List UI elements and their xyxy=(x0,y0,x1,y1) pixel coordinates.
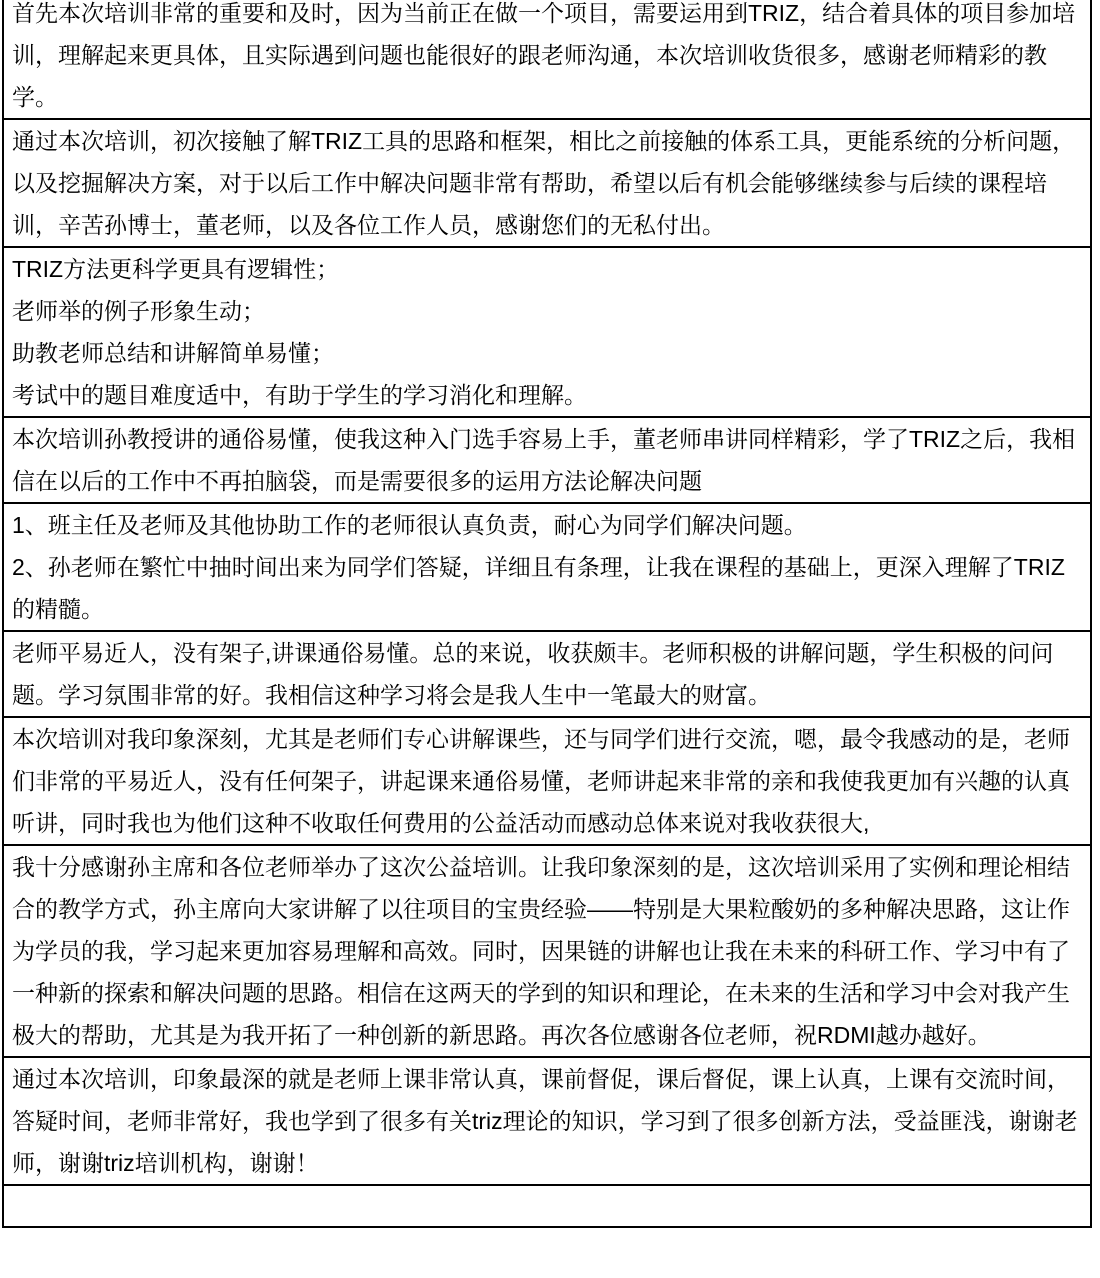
feedback-paragraph: 通过本次培训，初次接触了解TRIZ工具的思路和框架，相比之前接触的体系工具，更能系统的分析问题，以及挖掘解决方案，对于以后工作中解决问题非常有帮助，希望以后有机会能够继续参与后续的课程培训，辛苦孙博士，董老师，以及各位工作人员，感谢您们的无私付出。 xyxy=(12,128,1076,238)
feedback-paragraph: 助教老师总结和讲解简单易懂； xyxy=(12,340,334,366)
feedback-paragraph: 考试中的题目难度适中，有助于学生的学习消化和理解。 xyxy=(12,382,587,408)
table-row xyxy=(4,1058,1090,1186)
feedback-paragraph: 通过本次培训，印象最深的就是老师上课非常认真，课前督促，课后督促，课上认真，上课有交流时间，答疑时间，老师非常好，我也学到了很多有关triz理论的知识，学习到了很多创新方法，受益匪浅，谢谢老师，谢谢triz培训机构，谢谢！ xyxy=(12,1066,1078,1176)
feedback-paragraph: 2、孙老师在繁忙中抽时间出来为同学们答疑，详细且有条理，让我在课程的基础上，更深入理解了TRIZ的精髓。 xyxy=(12,554,1065,622)
feedback-paragraph: 我十分感谢孙主席和各位老师举办了这次公益培训。让我印象深刻的是，这次培训采用了实例和理论相结合的教学方式，孙主席向大家讲解了以往项目的宝贵经验——特别是大果粒酸奶的多种解决思路，这让作为学员的我，学习起来更加容易理解和高效。同时，因果链的讲解也让我在未来的科研工作、学习中有了一种新的探索和解决问题的思路。相信在这两天的学到的知识和理论，在未来的生活和学习中会对我产生极大的帮助，尤其是为我开拓了一种创新的新思路。再次各位感谢各位老师，祝RDMI越办越好。 xyxy=(12,854,1070,1048)
feedback-paragraph: TRIZ方法更科学更具有逻辑性； xyxy=(12,256,340,282)
feedback-paragraph: 本次培训对我印象深刻，尤其是老师们专心讲解课些，还与同学们进行交流，嗯，最令我感动的是，老师们非常的平易近人，没有任何架子，讲起课来通俗易懂，老师讲起来非常的亲和我使我更加有兴趣的认真听讲，同时我也为他们这种不收取任何费用的公益活动而感动总体来说对我收获很大, xyxy=(12,726,1070,836)
feedback-paragraph: 本次培训孙教授讲的通俗易懂，使我这种入门选手容易上手，董老师串讲同样精彩，学了TRIZ之后，我相信在以后的工作中不再拍脑袋，而是需要很多的运用方法论解决问题 xyxy=(12,426,1076,494)
table-row xyxy=(4,418,1090,504)
feedback-paragraph: 老师举的例子形象生动； xyxy=(12,298,265,324)
table-row xyxy=(4,1186,1090,1228)
feedback-table xyxy=(2,0,1092,1228)
table-row xyxy=(4,846,1090,1058)
table-row xyxy=(4,0,1090,120)
feedback-paragraph: 老师平易近人，没有架子,讲课通俗易懂。总的来说，收获颇丰。老师积极的讲解问题，学生积极的问问题。学习氛围非常的好。我相信这种学习将会是我人生中一笔最大的财富。 xyxy=(12,640,1054,708)
feedback-paragraph: 首先本次培训非常的重要和及时，因为当前正在做一个项目，需要运用到TRIZ，结合着具体的项目参加培训，理解起来更具体，且实际遇到问题也能很好的跟老师沟通，本次培训收货很多，感谢老师精彩的教学。 xyxy=(12,0,1076,110)
table-row xyxy=(4,718,1090,846)
table-row xyxy=(4,504,1090,632)
table-row xyxy=(4,248,1090,418)
feedback-paragraph: 1、班主任及老师及其他协助工作的老师很认真负责，耐心为同学们解决问题。 xyxy=(12,512,807,538)
table-row xyxy=(4,632,1090,718)
table-row xyxy=(4,120,1090,248)
